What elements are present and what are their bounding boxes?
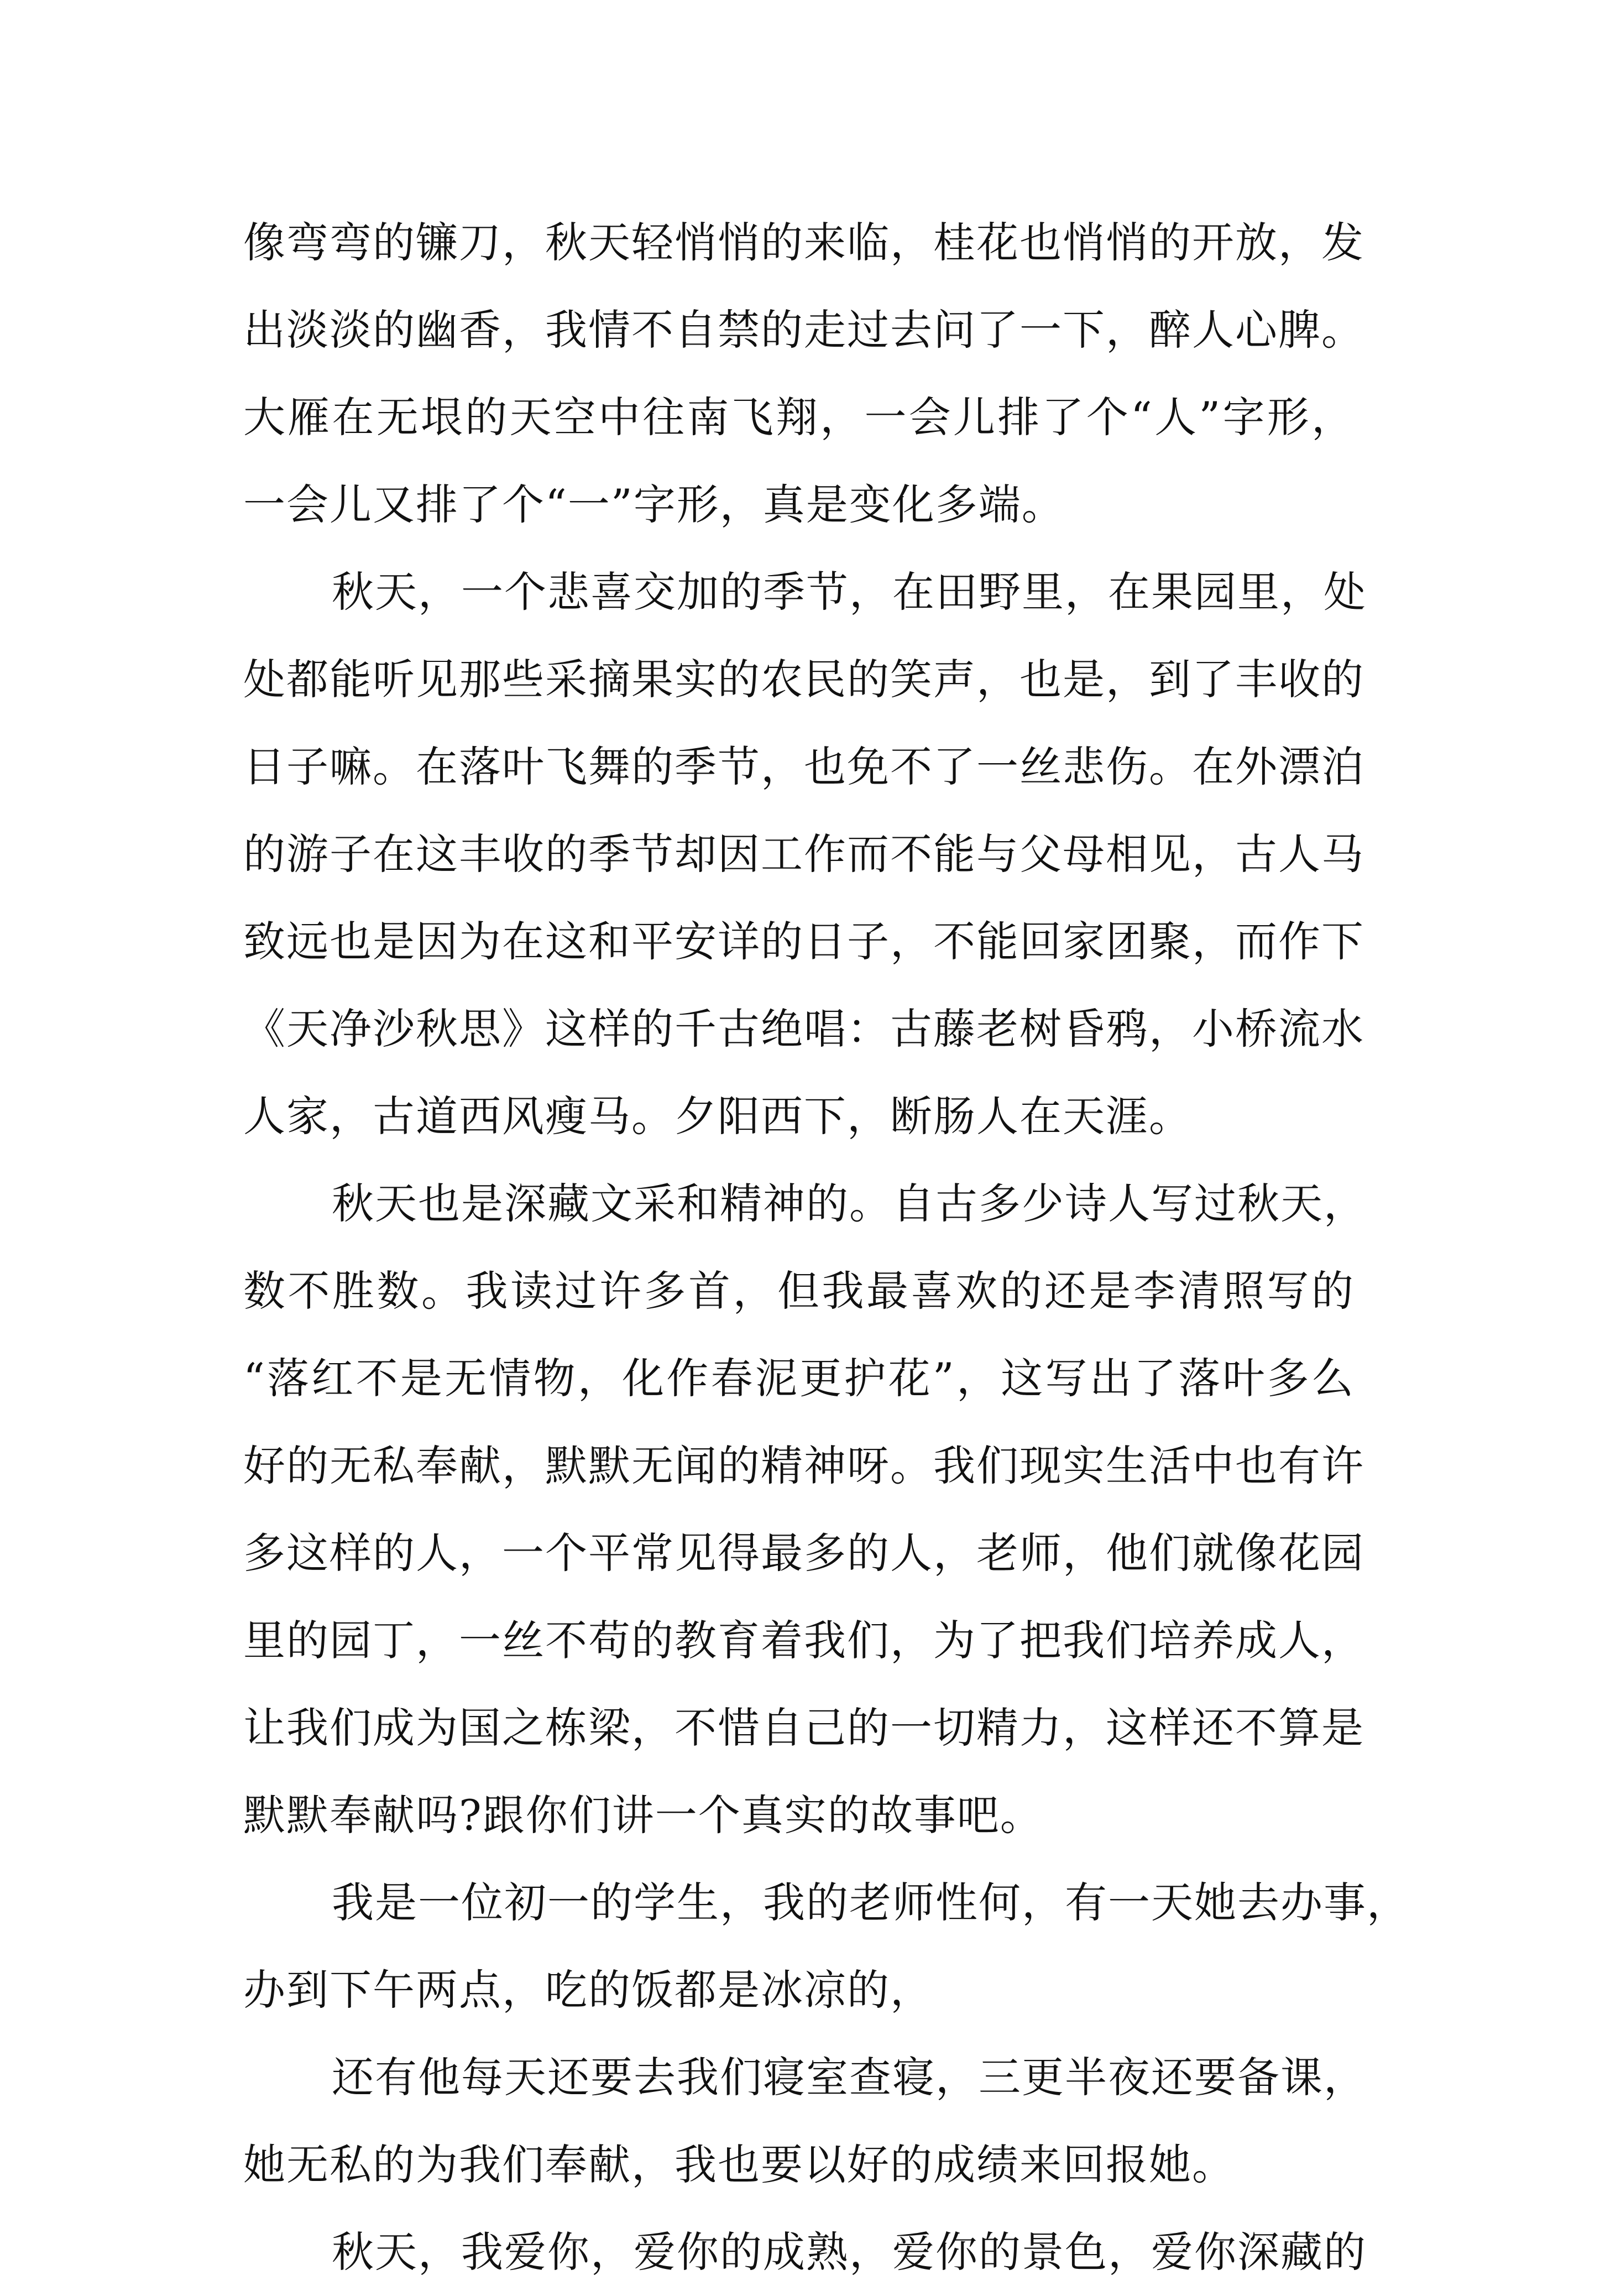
text-line-21: 办到下午两点，吃的饭都是冰凉的， (243, 1965, 933, 2015)
text-line-1: 像弯弯的镰刀，秋天轻悄悄的来临，桂花也悄悄的开放，发 (243, 218, 1364, 267)
text-line-12: 秋天也是深藏文采和精神的。自古多少诗人写过秋天， (332, 1179, 1367, 1228)
text-line-14: “落红不是无情物，化作春泥更护花”，这写出了落叶多么 (243, 1354, 1355, 1403)
text-line-23: 她无私的为我们奉献，我也要以好的成绩来回报她。 (243, 2140, 1235, 2189)
text-line-13: 数不胜数。我读过许多首，但我最喜欢的还是李清照写的 (243, 1266, 1355, 1316)
text-line-20: 我是一位初一的学生，我的老师性何，有一天她去办事， (332, 1878, 1410, 1927)
text-line-18: 让我们成为国之栋梁，不惜自己的一切精力，这样还不算是 (243, 1703, 1364, 1752)
text-line-16: 多这样的人，一个平常见得最多的人，老师，他们就像花园 (243, 1528, 1364, 1578)
essay-body (243, 199, 1410, 2296)
text-line-6: 处都能听见那些采摘果实的农民的笑声，也是，到了丰收的 (243, 655, 1364, 704)
text-line-15: 好的无私奉献，默默无闻的精神呀。我们现实生活中也有许 (243, 1441, 1364, 1490)
text-line-24: 秋天，我爱你，爱你的成熟，爱你的景色，爱你深藏的 (332, 2227, 1367, 2277)
text-line-17: 里的园丁，一丝不苟的教育着我们，为了把我们培养成人， (243, 1616, 1364, 1665)
text-line-9: 致远也是因为在这和平安详的日子，不能回家团聚，而作下 (243, 917, 1364, 966)
text-line-5: 秋天，一个悲喜交加的季节，在田野里，在果园里，处 (332, 567, 1367, 617)
text-line-4: 一会儿又排了个“一”字形，真是变化多端。 (243, 480, 1065, 529)
text-line-7: 日子嘛。在落叶飞舞的季节，也免不了一丝悲伤。在外漂泊 (243, 742, 1364, 791)
text-line-19: 默默奉献吗?跟你们讲一个真实的故事吧。 (243, 1791, 1043, 1840)
text-line-8: 的游子在这丰收的季节却因工作而不能与父母相见，古人马 (243, 829, 1364, 879)
text-line-2: 出淡淡的幽香，我情不自禁的走过去问了一下，醉人心脾。 (243, 305, 1364, 354)
text-line-22: 还有他每天还要去我们寝室查寝，三更半夜还要备课， (332, 2053, 1367, 2102)
text-line-10: 《天净沙秋思》这样的千古绝唱：古藤老树昏鸦，小桥流水 (243, 1004, 1364, 1053)
text-line-3: 大雁在无垠的天空中往南飞翔，一会儿排了个“人”字形， (243, 393, 1355, 442)
text-line-11: 人家，古道西风瘦马。夕阳西下，断肠人在天涯。 (243, 1092, 1192, 1141)
